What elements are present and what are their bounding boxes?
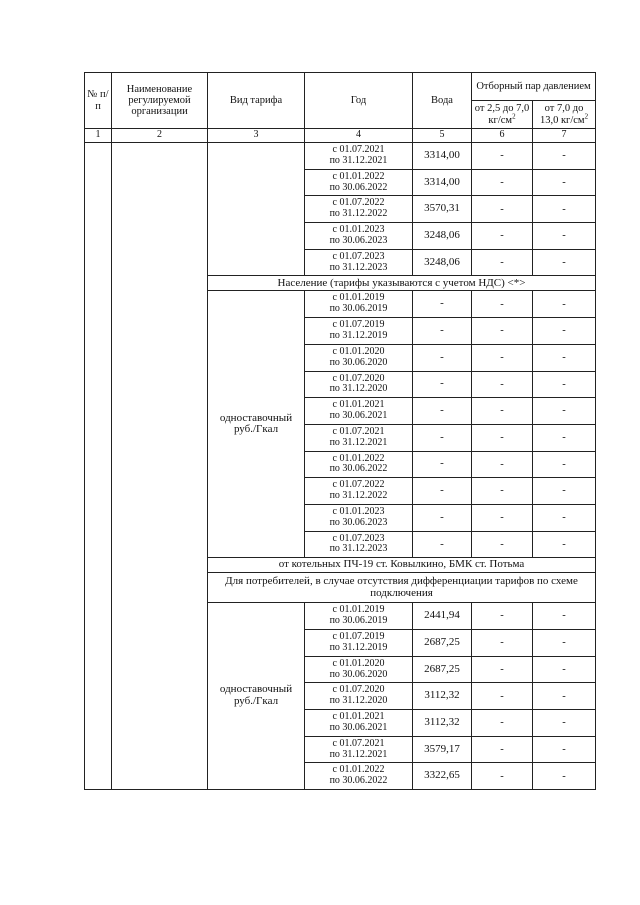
header-tariff: Вид тарифа [208, 73, 305, 129]
steam-high-value: - [533, 710, 596, 737]
water-tariff-value: - [413, 318, 472, 345]
column-number-row [85, 129, 596, 143]
boilers-label: от котельных ПЧ-19 ст. Ковылкино, БМК ст. Потьма [208, 558, 596, 573]
steam-high-value: - [533, 683, 596, 710]
tariff-table [84, 72, 596, 790]
period-cell: с 01.01.2023 по 30.06.2023 [305, 504, 413, 531]
water-tariff-value: - [413, 344, 472, 371]
steam-high-value: - [533, 318, 596, 345]
steam-high-value: - [533, 398, 596, 425]
steam-high-value: - [533, 630, 596, 657]
steam-low-value: - [472, 603, 533, 630]
period-cell: с 01.07.2019 по 31.12.2019 [305, 630, 413, 657]
water-tariff-value: 3579,17 [413, 736, 472, 763]
water-tariff-value: 3248,06 [413, 223, 472, 250]
period-cell: с 01.07.2019 по 31.12.2019 [305, 318, 413, 345]
steam-low-value: - [472, 344, 533, 371]
steam-low-value: - [472, 249, 533, 276]
header-steam-high: от 7,0 до 13,0 $кг/см^2$ [533, 101, 596, 129]
water-tariff-value: 2687,25 [413, 656, 472, 683]
column-number: 3 [208, 129, 305, 143]
steam-low-value: - [472, 143, 533, 170]
period-cell: с 01.07.2023 по 31.12.2023 [305, 531, 413, 558]
period-cell: с 01.07.2022 по 31.12.2022 [305, 478, 413, 505]
period-cell: с 01.01.2021 по 30.06.2021 [305, 710, 413, 737]
steam-high-value: - [533, 371, 596, 398]
steam-high-value: - [533, 223, 596, 250]
period-cell: с 01.07.2022 по 31.12.2022 [305, 196, 413, 223]
water-tariff-value: - [413, 531, 472, 558]
period-cell: с 01.07.2021 по 31.12.2021 [305, 424, 413, 451]
water-tariff-value: - [413, 424, 472, 451]
population-label: Население (тарифы указываются с учетом НДС) <*> [208, 276, 596, 291]
steam-low-value: - [472, 371, 533, 398]
header-num: № п/п [85, 73, 112, 129]
water-tariff-value: 3248,06 [413, 249, 472, 276]
steam-low-value: - [472, 531, 533, 558]
water-tariff-value: 3112,32 [413, 710, 472, 737]
header-steam: Отборный пар давлением [472, 73, 596, 101]
table-row [85, 143, 596, 170]
column-number: 6 [472, 129, 533, 143]
period-cell: с 01.01.2020 по 30.06.2020 [305, 344, 413, 371]
water-tariff-value: 3314,00 [413, 169, 472, 196]
steam-low-value: - [472, 656, 533, 683]
water-tariff-value: 2687,25 [413, 630, 472, 657]
steam-low-value: - [472, 451, 533, 478]
consumers-label: Для потребителей, в случае отсутствия дифференциации тарифов по схеме подключения [208, 573, 596, 603]
period-cell: с 01.07.2021 по 31.12.2021 [305, 143, 413, 170]
water-tariff-value: 2441,94 [413, 603, 472, 630]
steam-low-value: - [472, 710, 533, 737]
water-tariff-value: 3112,32 [413, 683, 472, 710]
steam-low-value: - [472, 504, 533, 531]
steam-high-value: - [533, 424, 596, 451]
steam-low-value: - [472, 683, 533, 710]
water-tariff-value: - [413, 371, 472, 398]
header-steam-low: от 2,5 до 7,0 $кг/см^2$ [472, 101, 533, 129]
steam-low-value: - [472, 398, 533, 425]
steam-high-value: - [533, 763, 596, 790]
water-tariff-value: - [413, 504, 472, 531]
period-cell: с 01.07.2020 по 31.12.2020 [305, 371, 413, 398]
period-cell: с 01.01.2021 по 30.06.2021 [305, 398, 413, 425]
column-number: 5 [413, 129, 472, 143]
steam-low-value: - [472, 736, 533, 763]
steam-high-value: - [533, 169, 596, 196]
steam-low-value: - [472, 763, 533, 790]
column-number: 1 [85, 129, 112, 143]
steam-low-value: - [472, 424, 533, 451]
steam-low-value: - [472, 223, 533, 250]
steam-high-value: - [533, 196, 596, 223]
steam-high-value: - [533, 504, 596, 531]
steam-high-value: - [533, 291, 596, 318]
header-org: Наименование регулируемой организации [112, 73, 208, 129]
steam-high-value: - [533, 736, 596, 763]
steam-high-value: - [533, 143, 596, 170]
steam-low-value: - [472, 169, 533, 196]
period-cell: с 01.01.2019 по 30.06.2019 [305, 603, 413, 630]
steam-low-value: - [472, 291, 533, 318]
period-cell: с 01.01.2019 по 30.06.2019 [305, 291, 413, 318]
column-number: 2 [112, 129, 208, 143]
period-cell: с 01.01.2023 по 30.06.2023 [305, 223, 413, 250]
steam-high-value: - [533, 451, 596, 478]
period-cell: с 01.01.2022 по 30.06.2022 [305, 451, 413, 478]
steam-low-value: - [472, 478, 533, 505]
org-cell [112, 143, 208, 790]
header-water: Вода [413, 73, 472, 129]
steam-low-value: - [472, 196, 533, 223]
water-tariff-value: 3314,00 [413, 143, 472, 170]
num-cell [85, 143, 112, 790]
period-cell: с 01.01.2020 по 30.06.2020 [305, 656, 413, 683]
period-cell: с 01.01.2022 по 30.06.2022 [305, 763, 413, 790]
steam-high-value: - [533, 656, 596, 683]
steam-low-value: - [472, 318, 533, 345]
water-tariff-value: - [413, 398, 472, 425]
water-tariff-value: 3570,31 [413, 196, 472, 223]
header-year: Год [305, 73, 413, 129]
water-tariff-value: - [413, 291, 472, 318]
period-cell: с 01.07.2023 по 31.12.2023 [305, 249, 413, 276]
steam-high-value: - [533, 478, 596, 505]
column-number: 4 [305, 129, 413, 143]
water-tariff-value: 3322,65 [413, 763, 472, 790]
period-cell: с 01.07.2021 по 31.12.2021 [305, 736, 413, 763]
steam-high-value: - [533, 531, 596, 558]
tariff-type-cell: одноставочный руб./Гкал [208, 291, 305, 558]
water-tariff-value: - [413, 451, 472, 478]
water-tariff-value: - [413, 478, 472, 505]
column-number: 7 [533, 129, 596, 143]
steam-high-value: - [533, 249, 596, 276]
tariff-type-cell: одноставочный руб./Гкал [208, 603, 305, 790]
tariff-type-cell [208, 143, 305, 276]
period-cell: с 01.07.2020 по 31.12.2020 [305, 683, 413, 710]
period-cell: с 01.01.2022 по 30.06.2022 [305, 169, 413, 196]
steam-high-value: - [533, 603, 596, 630]
steam-high-value: - [533, 344, 596, 371]
steam-low-value: - [472, 630, 533, 657]
